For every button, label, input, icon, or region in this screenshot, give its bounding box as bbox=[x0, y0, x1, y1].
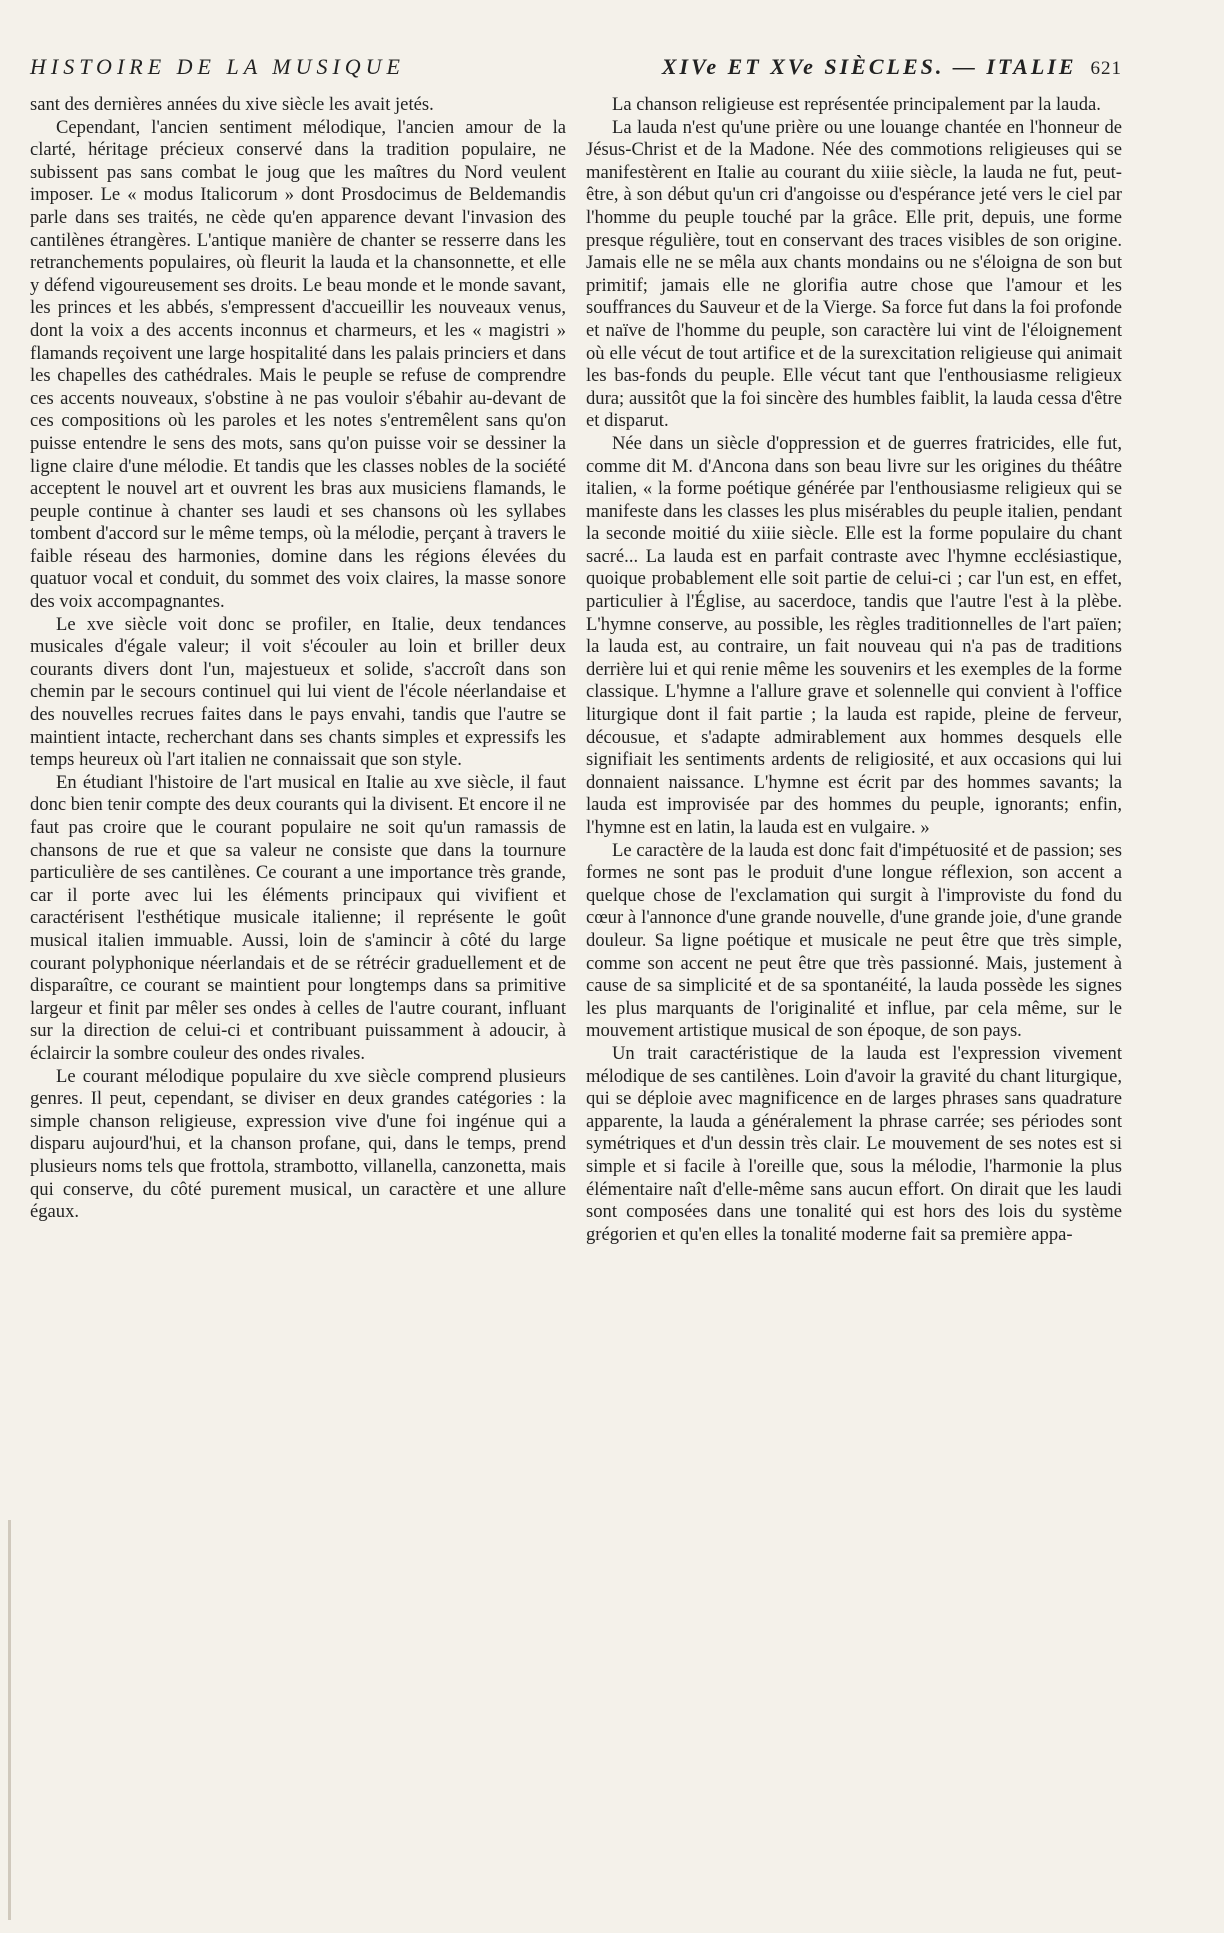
paragraph: Le courant mélodique populaire du xve siècle comprend plusieurs genres. Il peut, cependant, se diviser en deux grandes catégories : la simple chanson religieuse, expression vive d'une foi ingénue qui a disparu aujourd'hui, et la chanson profane, qui, dans le temps, prend plusieurs noms tels que frottola, strambotto, villanella, canzonetta, mais qui conserve, du côté purement musical, un caractère et une allure égaux. bbox=[30, 1065, 566, 1223]
paragraph: Un trait caractéristique de la lauda est l'expression vivement mélodique de ses cantilènes. Loin d'avoir la gravité du chant liturgique, qui se déploie avec magnificence en de larges phrases sans quadrature apparente, la lauda a généralement la phrase carrée; ses périodes sont symétriques et d'un dessin très clair. Le mouvement de ses notes est si simple et si facile à l'oreille que, sous la mélodie, l'harmonie la plus élémentaire naît d'elle-même sans aucun effort. On dirait que les laudi sont composées dans une tonalité qui est hors des lois du système grégorien et qu'en elles la tonalité moderne fait sa première appa- bbox=[586, 1042, 1122, 1245]
running-header bbox=[30, 52, 1122, 82]
book-page bbox=[30, 52, 1122, 1912]
paragraph: Née dans un siècle d'oppression et de guerres fratricides, elle fut, comme dit M. d'Ancona dans son beau livre sur les origines du théâtre italien, « la forme poétique générée par l'enthousiasme religieux qui se manifeste dans les classes les plus misérables du peuple italien, pendant la seconde moitié du xiiie siècle. Elle est la forme populaire du chant sacré... La lauda est en parfait contraste avec l'hymne ecclésiastique, quoique probablement elle soit partie de celui-ci ; car l'un est, en effet, particulier à l'Église, au sacerdoce, tandis que l'autre l'est à la plèbe. L'hymne conserve, au possible, les règles traditionnelles de l'art païen; la lauda est, au contraire, un fait nouveau qui n'a pas de traditions derrière lui et qui renie même les souvenirs et les exemples de la forme classique. L'hymne a l'allure grave et solennelle qui convient à l'office liturgique dont il fait partie ; la lauda est rapide, pleine de ferveur, décousue, et s'adapte admirablement aux hommes desquels elle signifiait les sentiments ardents de religiosité, et aux occasions qui lui donnaient naissance. L'hymne est écrit par des hommes savants; la lauda est improvisée par des hommes du peuple, ignorants; enfin, l'hymne est en latin, la lauda est en vulgaire. » bbox=[586, 432, 1122, 838]
paragraph: Le xve siècle voit donc se profiler, en Italie, deux tendances musicales d'égale valeur; il voit s'écouler au loin et briller deux courants divers dont l'un, majestueux et solide, s'accroît dans son chemin par le secours continuel qui lui vient de l'école néerlandaise et des nouvelles recrues faites dans le pays envahi, tandis que l'autre se maintient intacte, recherchant dans ses chants simples et expressifs les temps heureux où l'art italien ne connaissait que son style. bbox=[30, 613, 566, 771]
header-section-title: XIVe ET XVe SIÈCLES. — ITALIE bbox=[661, 54, 1077, 79]
paragraph: En étudiant l'histoire de l'art musical en Italie au xve siècle, il faut donc bien tenir compte des deux courants qui la divisent. Et encore il ne faut pas croire que le courant populaire ne soit qu'un ramassis de chansons de rue et que sa valeur ne consiste que dans la tournure particulière de ses cantilènes. Ce courant a une importance très grande, car il porte avec lui les éléments principaux qui vivifient et caractérisent l'esthétique musicale italienne; il représente le goût musical italien immuable. Aussi, loin de s'amincir à côté du large courant polyphonique néerlandais et de se rétrécir graduellement et de disparaître, ce courant se maintient pour longtemps dans sa primitive largeur et finit par mêler ses ondes à celles de l'autre courant, influant sur la direction de celui-ci et contribuant puissamment à adoucir, à éclaircir la sombre couleur des ondes rivales. bbox=[30, 771, 566, 1064]
paragraph: sant des dernières années du xive siècle les avait jetés. bbox=[30, 94, 434, 115]
header-right-group bbox=[662, 54, 1122, 80]
paragraph: La lauda n'est qu'une prière ou une louange chantée en l'honneur de Jésus-Christ et de la Madone. Née des commotions religieuses qui se manifestèrent en Italie au courant du xiiie siècle, la lauda ne fut, peut-être, à son début qu'un cri d'angoisse ou d'espérance jeté vers le ciel par l'homme du peuple touché par la grâce. Elle prit, depuis, une forme presque régulière, tout en conservant des traces visibles de son origine. Jamais elle ne se mêla aux chants mondains ou ne s'éloigna de son but primitif; jamais elle ne glorifia autre chose que l'amour et les souffrances du Sauveur et de la Vierge. Sa force fut dans la foi profonde et naïve de l'homme du peuple, son caractère lui vint de l'éloignement où elle vécut de tout artifice et de la surexcitation religieuse qui animait les bas-fonds du peuple. Elle vécut tant que l'enthousiasme religieux dura; aussitôt que la foi sincère des humbles faiblit, la lauda cessa d'être et disparut. bbox=[586, 116, 1122, 432]
page-number: 621 bbox=[1090, 58, 1122, 79]
right-column bbox=[586, 94, 1122, 1246]
binding-shadow bbox=[8, 1520, 11, 1920]
paragraph: Le caractère de la lauda est donc fait d'impétuosité et de passion; ses formes ne sont pas le produit d'une longue réflexion, son accent a quelque chose de l'exclamation qui surgit à l'improviste du fond du cœur à l'annonce d'une grande nouvelle, d'une grande joie, d'une grande douleur. Sa ligne poétique et musicale ne peut être que très simple, comme son accent ne peut être que très passionné. Mais, justement à cause de sa simplicité et de sa spontanéité, la lauda possède les signes les plus marquants de l'originalité et influe, par cela même, sur le mouvement artistique musical de son époque, de son pays. bbox=[586, 839, 1122, 1042]
paragraph: Cependant, l'ancien sentiment mélodique, l'ancien amour de la clarté, héritage précieux conservé dans la tradition populaire, ne subissent pas sans combat le joug que les maîtres du Nord veulent imposer. Le « modus Italicorum » dont Prosdocimus de Beldemandis parle dans ses traités, ne cède qu'en apparence devant l'invasion des cantilènes étrangères. L'antique manière de chanter se resserre dans les retranchements populaires, où fleurit la lauda et la chansonnette, et elle y défend vigoureusement ses droits. Le beau monde et le monde savant, les princes et les abbés, s'empressent d'accueillir les nouveaux venus, dont la voix a des accents inconnus et charmeurs, et les « magistri » flamands reçoivent une large hospitalité dans les palais princiers et dans les chapelles des cathédrales. Mais le peuple se refuse de comprendre ces accents nouveaux, s'obstine à ne pas vouloir s'ébahir au-devant de ces compositions où les paroles et les notes s'entremêlent sans qu'on puisse entendre le sens des mots, sans qu'on puisse voir se dessiner la ligne claire d'une mélodie. Et tandis que les classes nobles de la société acceptent le nouvel art et ouvrent les bras aux musiciens flamands, le peuple continue à chanter ses laudi et ses chansons où les syllabes tombent d'accord sur le même temps, où la mélodie, perçant à travers le faible réseau des harmonies, domine dans les régions élevées du quatuor vocal et conduit, du sommet des voix claires, la masse sonore des voix accompagnantes. bbox=[30, 116, 566, 613]
left-column bbox=[30, 94, 566, 1224]
paragraph: La chanson religieuse est représentée principalement par la lauda. bbox=[612, 94, 1101, 115]
header-book-title: HISTOIRE DE LA MUSIQUE bbox=[30, 54, 405, 79]
